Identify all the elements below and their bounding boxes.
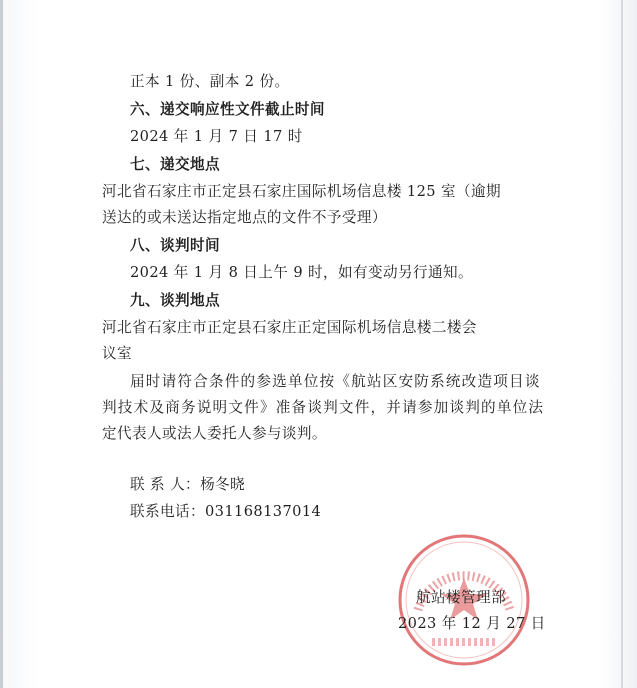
text-line: 2024 年 1 月 8 日上午 9 时，如有变动另行通知。 <box>130 264 473 281</box>
text-line: 河北省石家庄市正定县石家庄正定国际机场信息楼二楼会 <box>102 319 477 336</box>
text-line: 届时请符合条件的参选单位按《航站区安防系统改造项目谈 <box>130 373 541 390</box>
page-right-edge <box>621 0 623 688</box>
contact-person-name: 杨冬晓 <box>200 476 246 493</box>
text-line: 判技术及商务说明文件》准备谈判文件，并请参加谈判的单位法 <box>102 399 545 416</box>
contact-person-label: 联 系 人： <box>130 476 201 493</box>
text-line: 送达的或未送达指定地点的文件不予受理） <box>102 209 387 226</box>
text-line: 议室 <box>102 345 132 362</box>
section-heading: 八、谈判时间 <box>130 237 220 254</box>
contact-person <box>130 475 245 495</box>
contact-phone <box>130 502 321 522</box>
contact-phone-label: 联系电话： <box>130 503 205 520</box>
contact-phone-number: 031168137014 <box>204 503 322 520</box>
text-line: 河北省石家庄市正定县石家庄国际机场信息楼 125 室（逾期 <box>102 183 501 200</box>
signature-date: 2023 年 12 月 27 日 <box>398 615 546 632</box>
section-heading: 六、递交响应性文件截止时间 <box>130 101 325 118</box>
text-line: 定代表人或法人委托人参与谈判。 <box>102 425 327 442</box>
section-heading: 九、谈判地点 <box>130 292 220 309</box>
page-left-edge <box>0 0 3 688</box>
text-line: 正本 1 份、副本 2 份。 <box>130 73 290 90</box>
section-heading: 七、递交地点 <box>130 156 220 173</box>
text-line: 2024 年 1 月 7 日 17 时 <box>130 128 303 145</box>
signature-org: 航站楼管理部 <box>416 589 506 606</box>
